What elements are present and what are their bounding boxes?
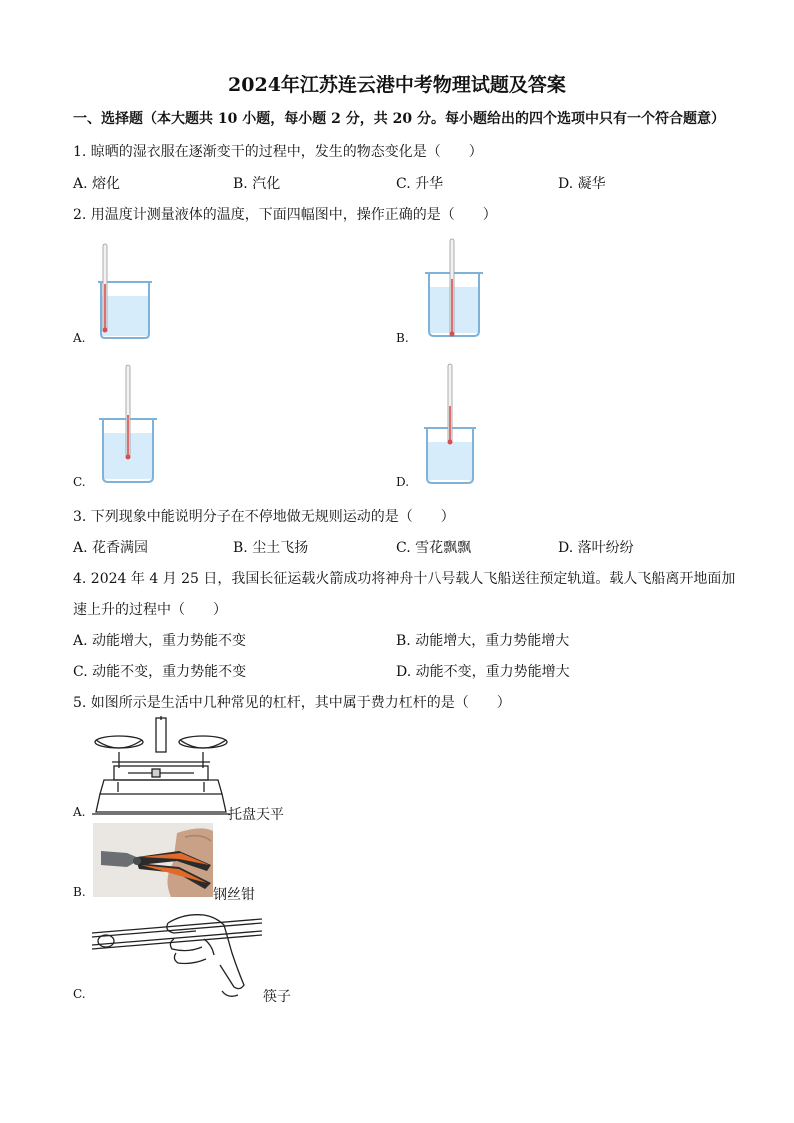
beaker-figure-b — [422, 239, 486, 341]
q5-option-c: C. — [73, 987, 86, 1001]
q5-caption-b: 钢丝钳 — [213, 887, 255, 903]
q4-option-d: D. 动能不变，重力势能增大 — [396, 664, 570, 680]
q3-option-b: B. 尘土飞扬 — [233, 540, 309, 556]
question-2-stem: 2. 用温度计测量液体的温度，下面四幅图中，操作正确的是（ ） — [73, 207, 497, 223]
q3-option-d: D. 落叶纷纷 — [558, 540, 634, 556]
page-title: 2024年江苏连云港中考物理试题及答案 — [228, 74, 566, 96]
q1-option-d: D. 凝华 — [558, 176, 606, 192]
q3-option-a: A. 花香满园 — [73, 540, 149, 556]
q1-option-a: A. 熔化 — [73, 176, 121, 192]
q3-option-c: C. 雪花飘飘 — [396, 540, 472, 556]
q1-option-c: C. 升华 — [396, 176, 444, 192]
q2-option-d: D. — [396, 475, 410, 489]
balance-scale-figure — [92, 716, 230, 820]
question-5-stem: 5. 如图所示是生活中几种常见的杠杆，其中属于费力杠杆的是（ ） — [73, 695, 511, 711]
q5-option-b: B. — [73, 885, 86, 899]
q5-caption-a: 托盘天平 — [228, 807, 284, 823]
q5-option-a: A. — [73, 805, 86, 819]
section-heading: 一、选择题（本大题共 10 小题，每小题 2 分，共 20 分。每小题给出的四个选项中只有一个符合题意） — [73, 111, 725, 127]
q1-option-b: B. 汽化 — [233, 176, 281, 192]
question-4-stem-line-1: 4. 2024 年 4 月 25 日，我国长征运载火箭成功将神舟十八号载人飞船送往预定轨道。载人飞船离开地面加 — [73, 571, 736, 587]
question-4-stem-line-2: 速上升的过程中（ ） — [73, 602, 227, 618]
q2-option-c: C. — [73, 475, 86, 489]
q4-option-c: C. 动能不变，重力势能不变 — [73, 664, 247, 680]
q5-caption-c: 筷子 — [263, 989, 291, 1005]
beaker-figure-d — [422, 364, 478, 486]
q2-option-b: B. — [396, 331, 409, 345]
chopsticks-figure — [92, 909, 264, 1001]
q4-option-a: A. 动能增大，重力势能不变 — [73, 633, 247, 649]
q2-option-a: A. — [73, 331, 86, 345]
pliers-figure — [93, 823, 213, 897]
q4-option-b: B. 动能增大，重力势能增大 — [396, 633, 570, 649]
beaker-figure-a — [96, 244, 156, 344]
question-1-stem: 1. 晾晒的湿衣服在逐渐变干的过程中，发生的物态变化是（ ） — [73, 144, 483, 160]
question-3-stem: 3. 下列现象中能说明分子在不停地做无规则运动的是（ ） — [73, 509, 455, 525]
beaker-figure-c — [97, 365, 159, 485]
